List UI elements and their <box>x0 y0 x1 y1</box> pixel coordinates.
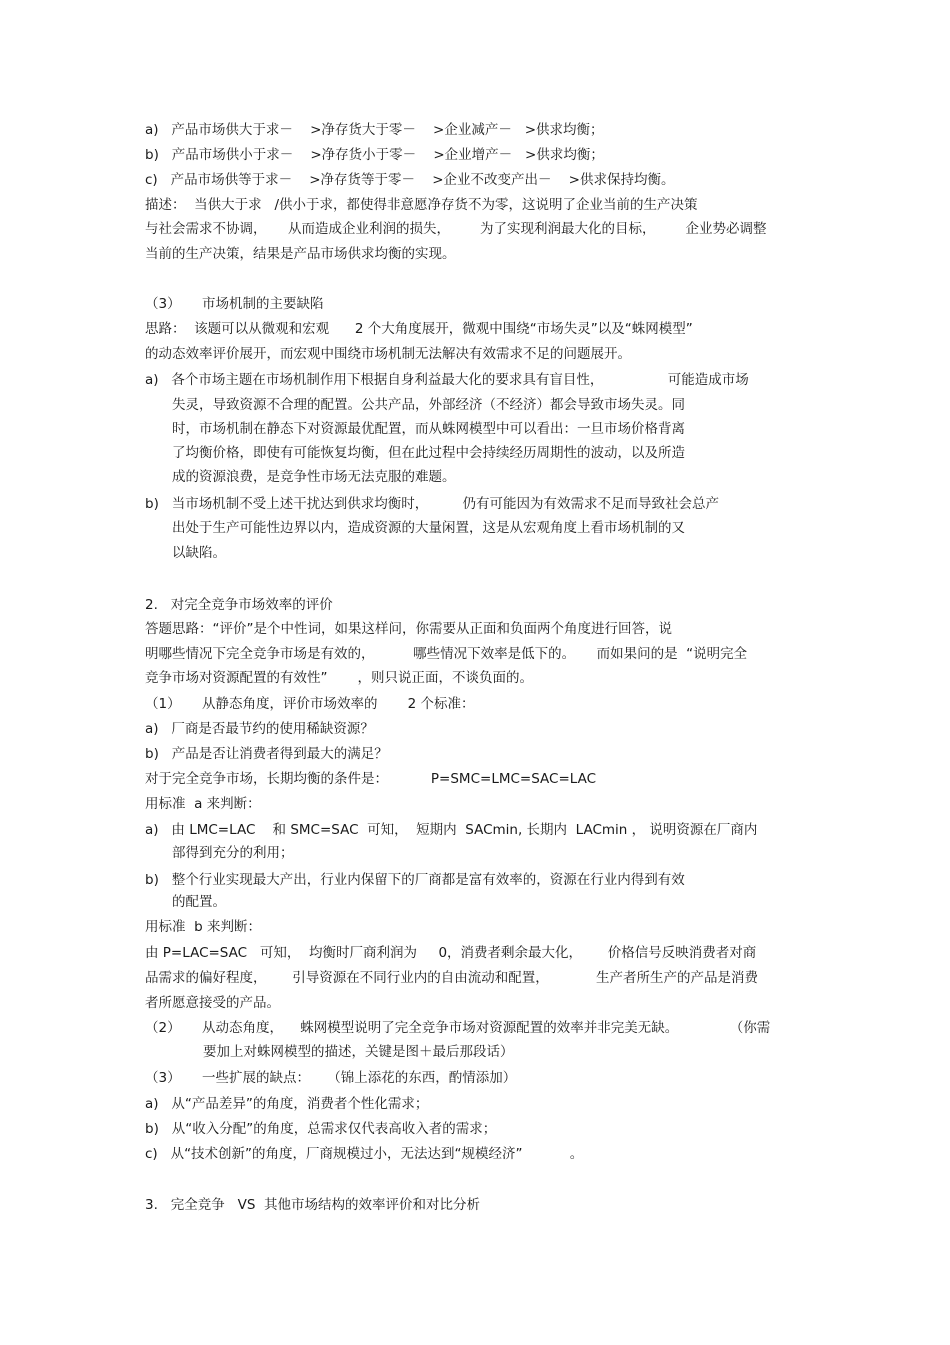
paragraph-line: 用标准 b 来判断： <box>145 919 261 935</box>
list-item: b) 从“收入分配”的角度，总需求仅代表高收入者的需求； <box>145 1121 497 1137</box>
list-item: b) 产品市场供小于求－ >净存货小于零－ >企业增产－ >供求均衡； <box>145 147 604 163</box>
paragraph-line: 明哪些情况下完全竞争市场是有效的， 哪些情况下效率是低下的。 而如果问的是 “说明完全 <box>145 646 748 662</box>
list-item-continuation: 时，市场机制在静态下对资源最优配置，而从蛛网模型中可以看出：一旦市场价格背离 <box>172 421 685 437</box>
paragraph-line: 品需求的偏好程度， 引导资源在不同行业内的自由流动和配置， 生产者所生产的产品是消费 <box>145 970 758 986</box>
list-item: a) 各个市场主题在市场机制作用下根据自身利益最大化的要求具有盲目性， 可能造成市场 <box>145 372 749 388</box>
paragraph-line: 者所愿意接受的产品。 <box>145 995 280 1011</box>
list-item: a) 由 LMC=LAC 和 SMC=SAC 可知， 短期内 SACmin, 长期内 LACmin ， 说明资源在厂商内 <box>145 822 758 838</box>
paragraph-line: 的动态效率评价展开，而宏观中围绕市场机制无法解决有效需求不足的问题展开。 <box>145 346 631 362</box>
paragraph-line: 当前的生产决策，结果是产品市场供求均衡的实现。 <box>145 246 456 262</box>
list-item-continuation: 部得到充分的利用； <box>172 845 294 861</box>
list-item: b) 整个行业实现最大产出，行业内保留下的厂商都是富有效率的，资源在行业内得到有效 <box>145 872 685 888</box>
section-heading: （3） 市场机制的主要缺陷 <box>145 296 324 312</box>
paragraph-line: 竞争市场对资源配置的有效性” ，则只说正面，不谈负面的。 <box>145 670 534 686</box>
paragraph-line: 思路： 该题可以从微观和宏观 2 个大角度展开，微观中围绕“市场失灵”以及“蛛网模型” <box>145 321 693 337</box>
paragraph-line: 答题思路：“评价”是个中性词，如果这样问，你需要从正面和负面两个角度进行回答，说 <box>145 621 672 637</box>
section-heading: 3. 完全竞争 VS 其他市场结构的效率评价和对比分析 <box>145 1197 481 1213</box>
list-item-continuation: 出处于生产可能性边界以内，造成资源的大量闲置，这是从宏观角度上看市场机制的又 <box>172 520 685 536</box>
list-item-continuation: 了均衡价格，即使有可能恢复均衡，但在此过程中会持续经历周期性的波动，以及所造 <box>172 445 685 461</box>
list-item: a) 厂商是否最节约的使用稀缺资源？ <box>145 721 374 737</box>
list-item: a) 产品市场供大于求－ >净存货大于零－ >企业减产－ >供求均衡； <box>145 122 604 138</box>
equation-line: 对于完全竞争市场，长期均衡的条件是： P=SMC=LMC=SAC=LAC <box>145 771 597 787</box>
list-item: b) 当市场机制不受上述干扰达到供求均衡时， 仍有可能因为有效需求不足而导致社会总产 <box>145 496 720 512</box>
list-item: a) 从“产品差异”的角度，消费者个性化需求； <box>145 1096 429 1112</box>
list-item-continuation: 的配置。 <box>172 894 226 910</box>
paragraph-line: 描述： 当供大于求 /供小于求，都使得非意愿净存货不为零，这说明了企业当前的生产决策 <box>145 197 698 213</box>
paragraph-line: 由 P=LAC=SAC 可知， 均衡时厂商利润为 0，消费者剩余最大化， 价格信号反映消费者对商 <box>145 945 757 961</box>
list-item-continuation: 以缺陷。 <box>172 545 226 561</box>
paragraph-line: 用标准 a 来判断： <box>145 796 261 812</box>
list-item: c) 从“技术创新”的角度，厂商规模过小，无法达到“规模经济” 。 <box>145 1146 584 1162</box>
list-item-continuation: 失灵，导致资源不合理的配置。公共产品，外部经济（不经济）都会导致市场失灵。同 <box>172 397 685 413</box>
subsection-heading: （2） 从动态角度， 蛛网模型说明了完全竞争市场对资源配置的效率并非完美无缺。 （你需 <box>145 1020 771 1036</box>
list-item: b) 产品是否让消费者得到最大的满足？ <box>145 746 388 762</box>
subsection-heading: （3） 一些扩展的缺点： （锦上添花的东西，酌情添加） <box>145 1070 517 1086</box>
list-item-continuation: 成的资源浪费，是竞争性市场无法克服的难题。 <box>172 469 456 485</box>
list-item: c) 产品市场供等于求－ >净存货等于零－ >企业不改变产出－ >供求保持均衡。 <box>145 172 675 188</box>
section-heading: 2. 对完全竞争市场效率的评价 <box>145 597 333 613</box>
paragraph-line: 要加上对蛛网模型的描述，关键是图＋最后那段话） <box>203 1044 514 1060</box>
paragraph-line: 与社会需求不协调， 从而造成企业利润的损失， 为了实现利润最大化的目标， 企业势必调整 <box>145 221 767 237</box>
subsection-heading: （1） 从静态角度，评价市场效率的 2 个标准： <box>145 696 475 712</box>
